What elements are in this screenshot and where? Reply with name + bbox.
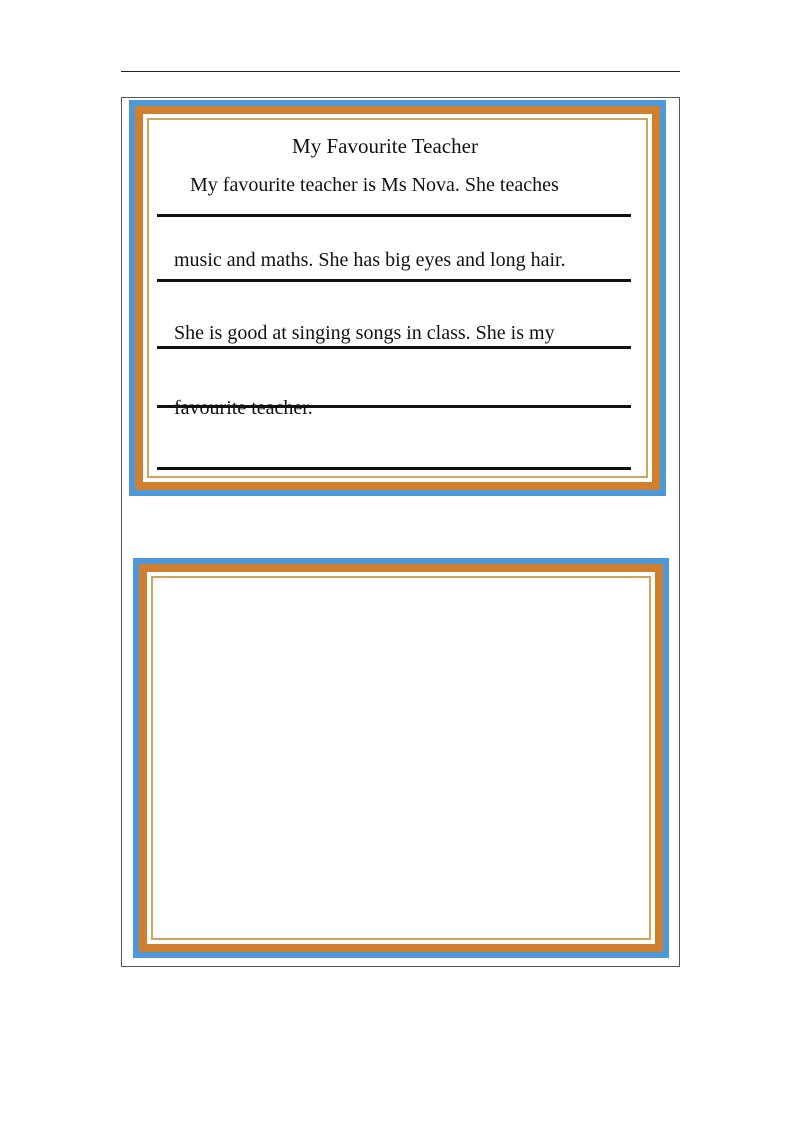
frame-gold-line [147,118,648,478]
writing-frame [129,100,666,496]
text-line-2: music and maths. She has big eyes and long hair. [174,249,566,271]
frame-gold-line [151,576,651,940]
text-line-4: favourite teacher. [174,397,313,419]
text-line-1: My favourite teacher is Ms Nova. She teaches [190,174,559,196]
writing-line-1 [157,214,631,217]
writing-line-3 [157,346,631,349]
worksheet-title [0,133,800,159]
worksheet-title-text: My Favourite Teacher [292,134,478,158]
writing-line-5 [157,467,631,470]
writing-line-4 [157,405,631,408]
page-header-rule [121,71,680,72]
text-line-3: She is good at singing songs in class. She is my [174,322,555,344]
drawing-frame [133,558,669,958]
writing-line-2 [157,279,631,282]
